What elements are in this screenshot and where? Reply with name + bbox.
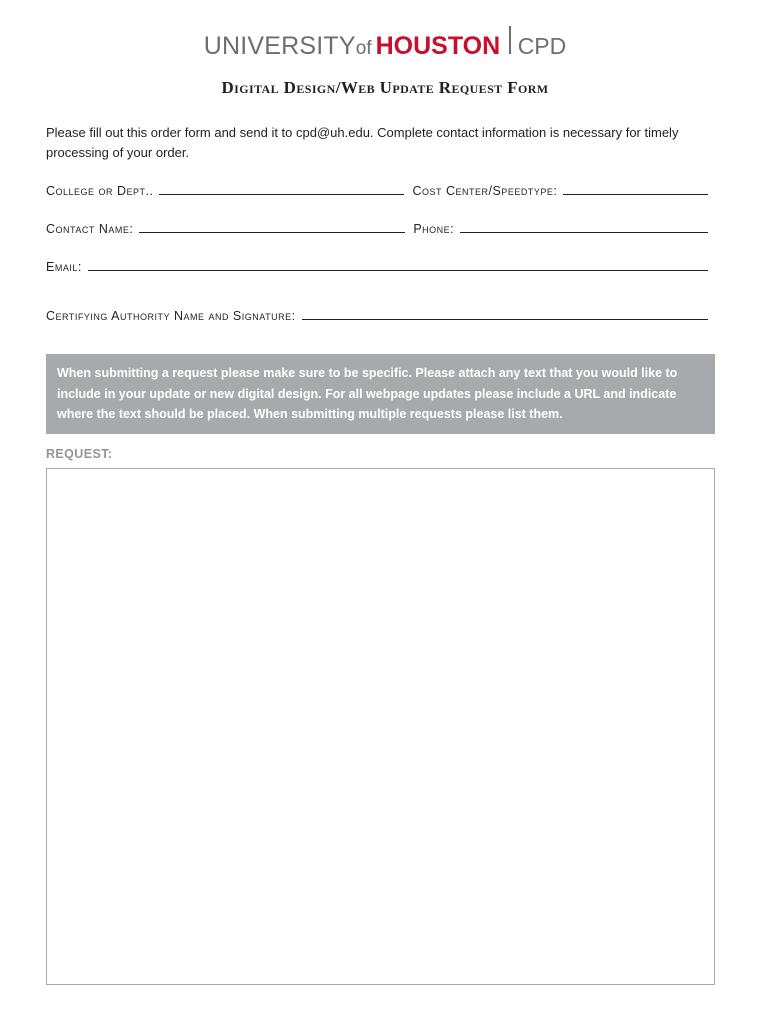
form-title: Digital Design/Web Update Request Form (221, 78, 549, 97)
logo-houston-text: HOUSTON (375, 32, 501, 60)
certifying-signature-field[interactable] (302, 306, 708, 320)
request-textarea[interactable] (46, 468, 715, 985)
logo-divider (509, 26, 511, 54)
request-label: REQUEST: (46, 447, 113, 461)
email-field[interactable] (88, 257, 708, 271)
contact-phone-row (46, 218, 708, 236)
intro-paragraph: Please fill out this order form and send it to cpd@uh.edu. Complete contact information is necessary for timely processing of your order. (46, 125, 679, 160)
cost-center-field[interactable] (563, 181, 708, 195)
college-field[interactable] (159, 181, 404, 195)
university-logo (0, 26, 770, 61)
certifying-row (46, 305, 708, 323)
logo-of-text: of (355, 38, 372, 59)
instructions-notice: When submitting a request please make sure to be specific. Please attach any text that you would like to include in your update or new digital design. For all webpage updates please include a URL and indicate where the text should be placed. When submitting multiple requests please list them. (46, 354, 715, 434)
email-label: Email: (46, 260, 82, 274)
college-label: College or Dept.. (46, 184, 154, 198)
phone-label: Phone: (413, 222, 455, 236)
cost-center-label: Cost Center/Speedtype: (412, 184, 558, 198)
logo-cpd-text: CPD (517, 33, 567, 59)
college-cost-center-row (46, 180, 708, 198)
logo-university-text: UNIVERSITY (203, 32, 356, 60)
phone-field[interactable] (460, 219, 708, 233)
email-row (46, 256, 708, 274)
contact-name-label: Contact Name: (46, 222, 134, 236)
contact-name-field[interactable] (139, 219, 405, 233)
certifying-label: Certifying Authority Name and Signature: (46, 309, 296, 323)
